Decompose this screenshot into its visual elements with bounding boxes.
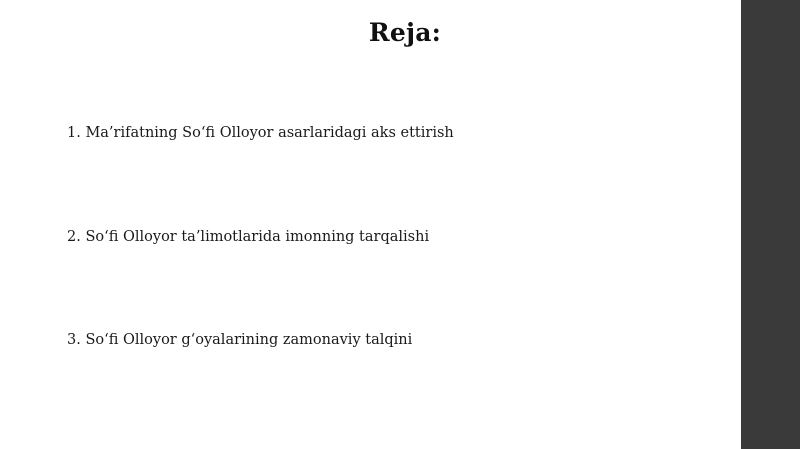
slide-title: Reja: <box>368 18 442 47</box>
side-panel <box>741 0 800 449</box>
plan-item-3: 3. So‘fi Olloyor g‘oyalarining zamonaviy talqini <box>67 332 413 348</box>
plan-item-2: 2. So‘fi Olloyor ta’limotlarida imonning tarqalishi <box>67 229 430 245</box>
plan-item-1: 1. Ma’rifatning So‘fi Olloyor asarlaridagi aks ettirish <box>67 125 454 141</box>
